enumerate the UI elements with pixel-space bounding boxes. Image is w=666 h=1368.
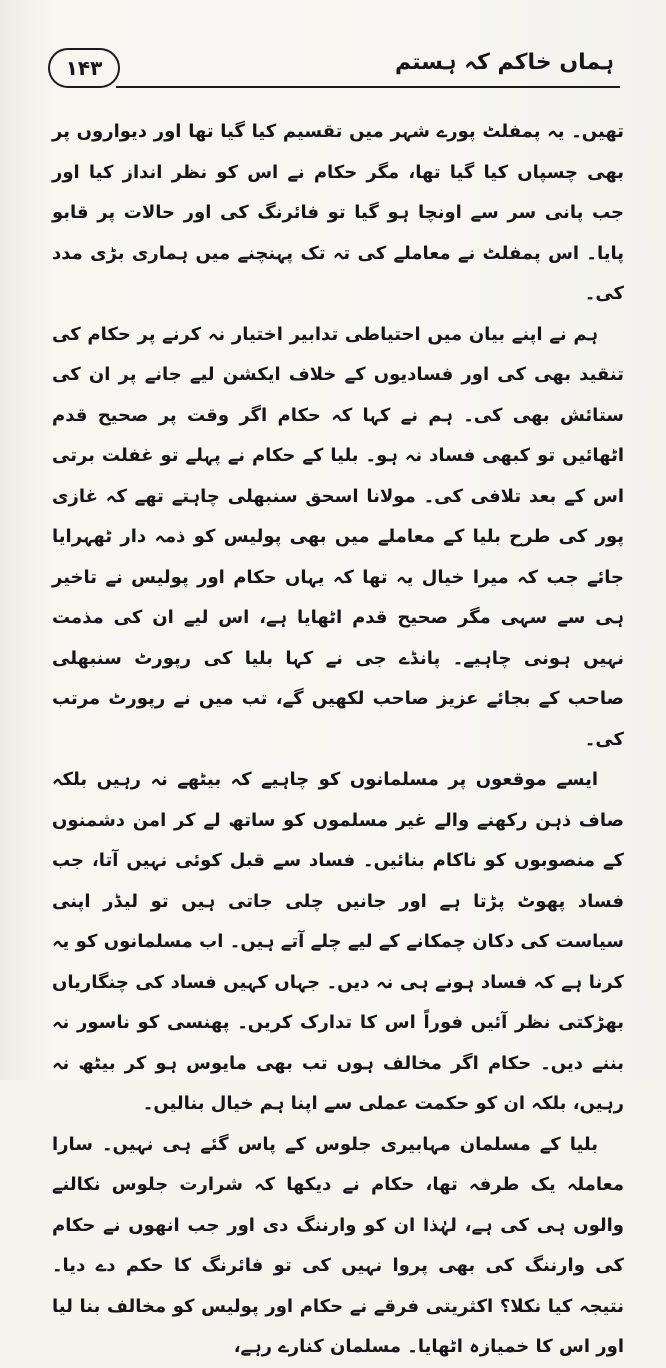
page-header [40,40,620,96]
paragraph: ایسے موقعوں پر مسلمانوں کو چاہیے کہ بیٹھے نہ رہیں بلکہ صاف ذہن رکھنے والے غیر مسلموں کو ساتھ لے کر امن دشمنوں کے منصوبوں کو ناکام بنائیں۔ فساد سے قبل کوئی نہیں آتا، جب فساد پھوٹ پڑتا ہے اور جانیں چلی جاتی ہیں تو لیڈر اپنی سیاست کی دکان چمکانے کے لیے چلے آتے ہیں۔ اب مسلمانوں کو یہ کرنا ہے کہ فساد ہونے ہی نہ دیں۔ جہاں کہیں فساد کی چنگاریاں بھڑکتی نظر آئیں فوراً اس کا تدارک کریں۔ پھنسی کو ناسور نہ بننے دیں۔ حکام اگر مخالف ہوں تب بھی مایوس ہو کر بیٹھ نہ رہیں، بلکہ ان کو حکمت عملی سے اپنا ہم خیال بنالیں۔ [52,769,624,1114]
body-text [52,112,624,1368]
header-rule [116,86,620,88]
paragraph: تھیں۔ یہ پمفلٹ پورے شہر میں تقسیم کیا گیا تھا اور دیواروں پر بھی چسپاں کیا گیا تھا، مگر حکام نے اس کو نظر انداز کیا اور جب پانی سر سے اونچا ہو گیا تو فائرنگ کی اور حالات پر قابو پایا۔ اس پمفلٹ نے معاملے کی تہ تک پہنچنے میں ہماری بڑی مدد کی۔ [52,121,624,304]
running-title: ہماں خاکم کہ ہستم [394,50,614,75]
paragraph: بلیا کے مسلمان مہابیری جلوس کے پاس گئے ہی نہیں۔ سارا معاملہ یک طرفہ تھا، حکام نے دیکھا کہ شرارت جلوس نکالنے والوں ہی کی ہے، لہٰذا ان کو وارننگ دی اور جب انھوں نے حکام کی وارننگ کی بھی پروا نہیں کی تو فائرنگ کا حکم دے دیا۔ نتیجہ کیا نکلا؟ اکثریتی فرقے نے حکام اور پولیس کو مخالف بنا لیا اور اس کا خمیازہ اٹھایا۔ مسلمان کنارے رہے، [52,1133,624,1357]
page-number-badge: ۱۴۳ [48,48,120,88]
paragraph: ہم نے اپنے بیان میں احتیاطی تدابیر اختیار نہ کرنے پر حکام کی تنقید بھی کی اور فسادیوں کے خلاف ایکشن لیے جانے پر ان کی ستائش بھی کی۔ ہم نے کہا کہ حکام اگر وقت پر صحیح قدم اٹھائیں تو کبھی فساد نہ ہو۔ بلیا کے حکام نے پہلے تو غفلت برتی اس کے بعد تلافی کی۔ مولانا اسحق سنبھلی چاہتے تھے کہ غازی پور کی طرح بلیا کے معاملے میں بھی پولیس کو ذمہ دار ٹھہرایا جائے جب کہ میرا خیال یہ تھا کہ یہاں حکام اور پولیس نے تاخیر ہی سے سہی مگر صحیح قدم اٹھایا ہے، اس لیے ان کی مذمت نہیں ہونی چاہیے۔ پانڈے جی نے کہا بلیا کی رپورٹ سنبھلی صاحب کے بجائے عزیز صاحب لکھیں گے، تب میں نے رپورٹ مرتب کی۔ [52,323,624,750]
